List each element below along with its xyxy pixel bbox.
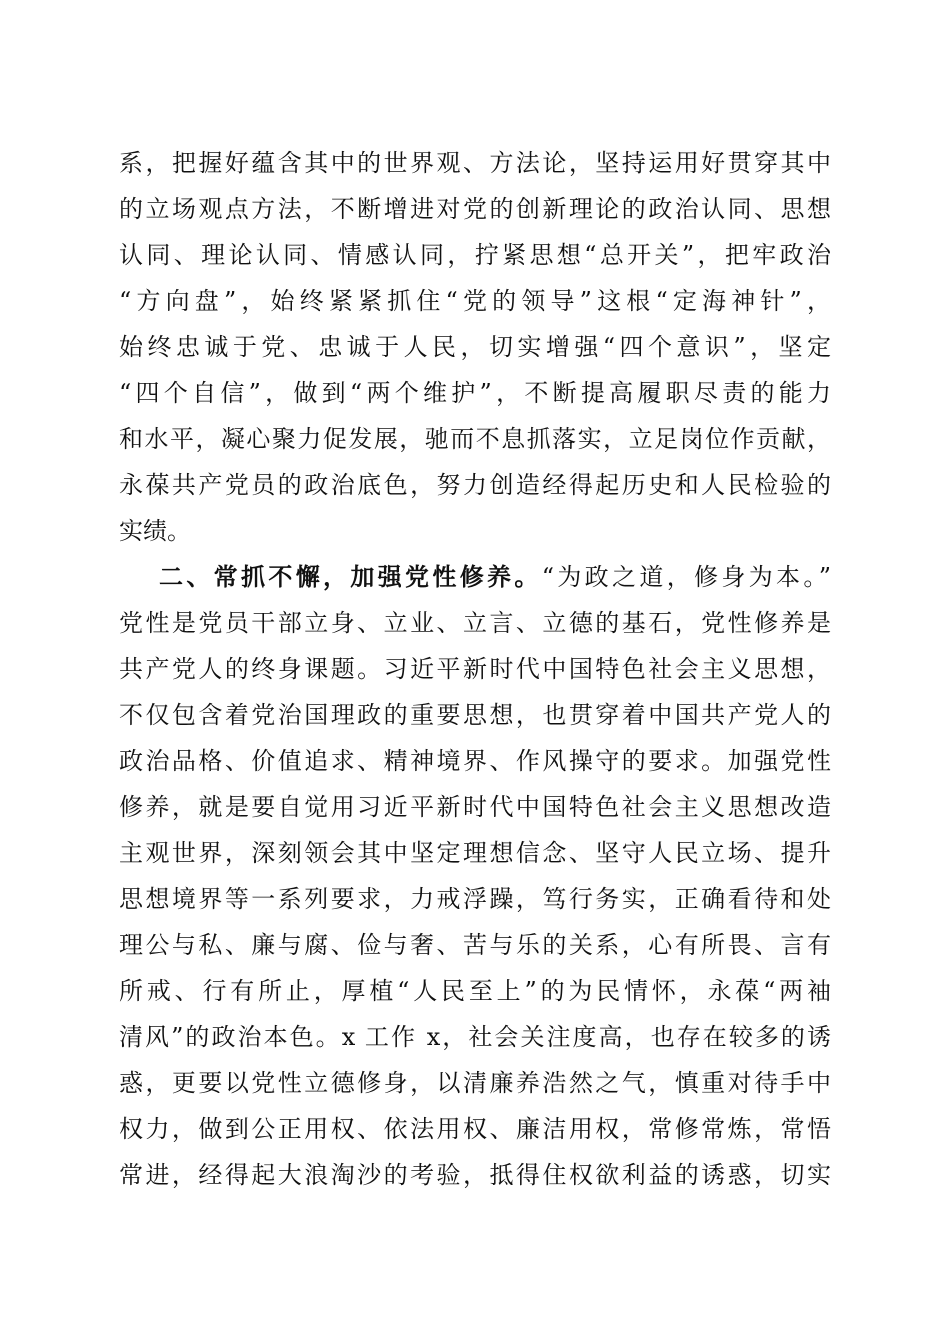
section-heading: 二、常抓不懈，加强党性修养。 — [159, 563, 542, 591]
quote-text: “为政之道，修身为本。” — [541, 563, 831, 591]
text-line: 党性是党员干部立身、立业、立言、立德的基石，党性修养是 — [119, 609, 831, 637]
text-line: 主观世界，深刻领会其中坚定理想信念、坚守人民立场、提升 — [119, 839, 831, 867]
text-line: 政治品格、价值追求、精神境界、作风操守的要求。加强党性 — [119, 747, 831, 775]
text-line: 思想境界等一系列要求，力戒浮躁，笃行务实，正确看待和处 — [119, 885, 831, 913]
text-line: 的立场观点方法，不断增进对党的创新理论的政治认同、思想 — [119, 195, 831, 223]
text-line: 和水平，凝心聚力促发展，驰而不息抓落实，立足岗位作贡献， — [119, 425, 831, 453]
text-line: 清风”的政治本色。x 工作 x，社会关注度高，也存在较多的诱 — [119, 1023, 831, 1051]
text-line: 实绩。 — [119, 517, 191, 545]
body-text — [119, 140, 831, 1198]
text-line: 共产党人的终身课题。习近平新时代中国特色社会主义思想， — [119, 655, 831, 683]
text-line: 永葆共产党员的政治底色，努力创造经得起历史和人民检验的 — [119, 471, 831, 499]
text-line: 常进，经得起大浪淘沙的考验，抵得住权欲利益的诱惑，切实 — [119, 1161, 831, 1189]
paragraph-2-first-line — [119, 554, 831, 600]
text-line: 认同、理论认同、情感认同，拧紧思想“总开关”，把牢政治 — [119, 241, 831, 269]
text-line: 权力，做到公正用权、依法用权、廉洁用权，常修常炼，常悟 — [119, 1115, 831, 1143]
text-line: “四个自信”，做到“两个维护”，不断提高履职尽责的能力 — [119, 379, 831, 407]
text-line: 理公与私、廉与腐、俭与奢、苦与乐的关系，心有所畏、言有 — [119, 931, 831, 959]
text-line: “方向盘”，始终紧紧抓住“党的领导”这根“定海神针”， — [119, 287, 831, 315]
text-line: 所戒、行有所止，厚植“人民至上”的为民情怀，永葆“两袖 — [119, 977, 831, 1005]
text-line: 始终忠诚于党、忠诚于人民，切实增强“四个意识”，坚定 — [119, 333, 831, 361]
text-line: 系，把握好蕴含其中的世界观、方法论，坚持运用好贯穿其中 — [119, 149, 831, 177]
paragraph-1 — [119, 140, 831, 554]
text-line: 惑，更要以党性立德修身，以清廉养浩然之气，慎重对待手中 — [119, 1069, 831, 1097]
text-line: 不仅包含着党治国理政的重要思想，也贯穿着中国共产党人的 — [119, 701, 831, 729]
text-line: 修养，就是要自觉用习近平新时代中国特色社会主义思想改造 — [119, 793, 831, 821]
paragraph-2 — [119, 554, 831, 1198]
